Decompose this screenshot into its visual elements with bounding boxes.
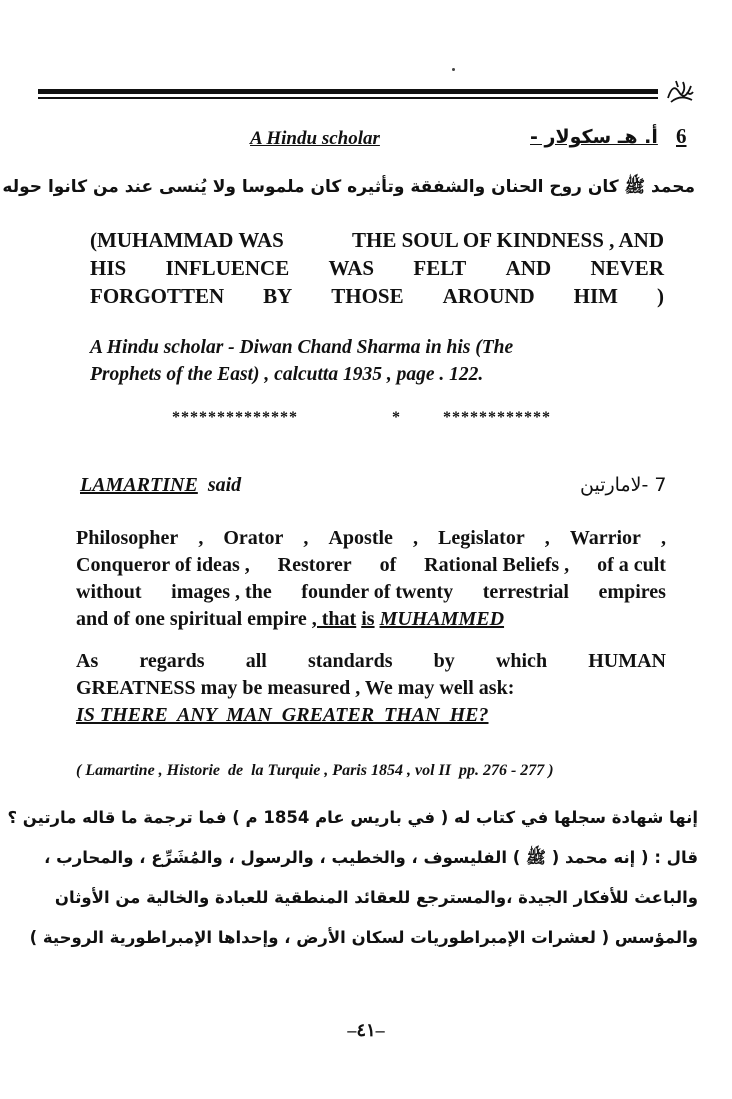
quote-line-1: (MUHAMMAD WAS THE SOUL OF KINDNESS , AND	[90, 228, 664, 252]
greatness-line-1: As regards all standards by which HUMAN	[76, 650, 666, 672]
section6-number: 6	[676, 124, 687, 148]
header-rule-thick	[38, 89, 658, 94]
arabic-translation	[7, 798, 698, 958]
section7-english-title: LAMARTINE said	[80, 474, 242, 496]
star-divider-left: **************	[172, 409, 298, 426]
para-line-3: without images , the founder of twenty terrestrial empires	[76, 581, 666, 603]
header-rule-thin	[38, 97, 658, 99]
seal-calligraphy-icon	[665, 78, 695, 104]
greatness-paragraph	[76, 648, 666, 729]
quote-block	[90, 226, 664, 310]
arabic-line-3: والباعث للأفكار الجيدة ،والمسترجع للعقائد المنطقية للعبادة والخالية من الأوثان	[54, 888, 698, 907]
section6-source: A Hindu scholar - Diwan Chand Sharma in his (The Prophets of the East) , calcutta 1935 , page . 122.	[90, 337, 514, 385]
section7-arabic-title: 7 -لامارتين	[580, 474, 667, 496]
calligraphy-seal	[665, 78, 695, 104]
para-line-2: Conqueror of ideas , Restorer of Rational Beliefs , of a cult	[76, 554, 666, 576]
star-divider-mid: *	[392, 409, 401, 426]
para-line-1: Philosopher , Orator , Apostle , Legislator , Warrior ,	[76, 527, 666, 549]
star-divider-right: ************	[443, 409, 551, 426]
section6-arabic-quote: محمد ﷺ كان روح الحنان والشفقة وتأثيره كان ملموسا ولا يُنسى عند من كانوا حوله	[2, 177, 695, 197]
section6-arabic-title: أ. هـ سكولار -	[530, 126, 658, 148]
arabic-line-4: والمؤسس ( لعشرات الإمبراطوريات لسكان الأرض ، وإحداها الإمبراطورية الروحية )	[29, 928, 698, 947]
greatness-question: IS THERE ANY MAN GREATER THAN HE?	[76, 704, 489, 726]
citation: ( Lamartine , Historie de la Turquie , Paris 1854 , vol II pp. 276 - 277 )	[76, 762, 554, 779]
lamartine-paragraph	[76, 525, 666, 633]
greatness-line-2: GREATNESS may be measured , We may well ask:	[76, 677, 515, 699]
page-number: –٤١–	[347, 1020, 385, 1040]
section6-english-title: A Hindu scholar	[250, 128, 380, 149]
quote-line-2: HIS INFLUENCE WAS FELT AND NEVER	[90, 256, 664, 280]
quote-line-3: FORGOTTEN BY THOSE AROUND HIM )	[90, 284, 664, 308]
speck	[452, 68, 455, 71]
arabic-line-2: قال : ( إنه محمد ( ﷺ ) الفليسوف ، والخطيب ، والرسول ، والمُشَرِّع ، والمحارب ،	[44, 848, 698, 867]
arabic-line-1: إنها شهادة سجلها في كتاب له ( في باريس عام 1854 م ) فما ترجمة ما قاله مارتين ؟	[7, 808, 698, 827]
para-line-4: and of one spiritual empire , that is MUHAMMED	[76, 608, 505, 630]
